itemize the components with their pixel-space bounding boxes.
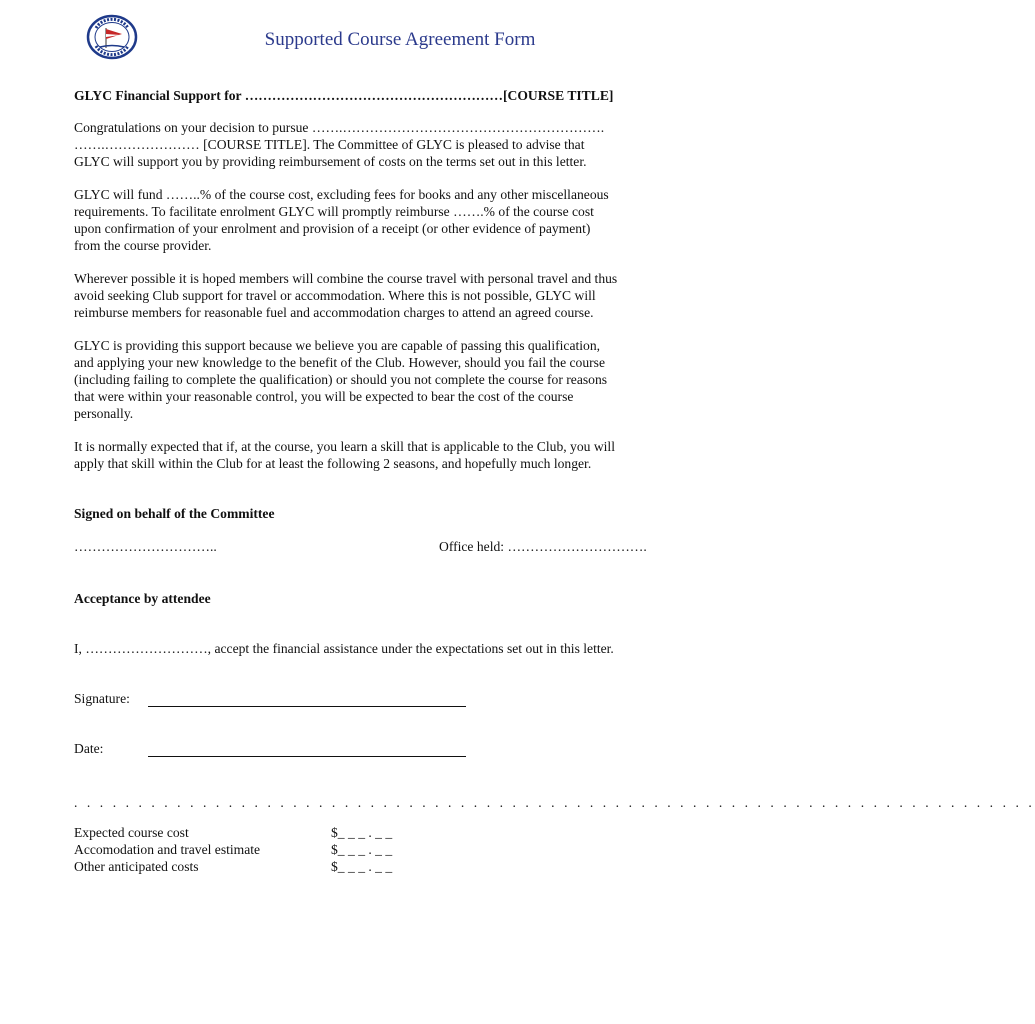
- paragraph-line: requirements. To facilitate enrolment GLYC will promptly reimburse …….% of the course cost: [74, 204, 594, 219]
- paragraph-line: personally.: [74, 406, 134, 421]
- committee-signature-field[interactable]: …………………………..: [74, 539, 217, 554]
- travel-paragraph: [74, 270, 699, 321]
- paragraph-line: GLYC is providing this support because we believe you are capable of passing this qualification,: [74, 338, 601, 353]
- skill-application-paragraph: [74, 438, 699, 472]
- date-field[interactable]: [148, 756, 466, 757]
- paragraph-line: reimburse members for reasonable fuel and accommodation charges to attend an agreed course.: [74, 305, 594, 320]
- accommodation-travel-label: Accomodation and travel estimate: [74, 842, 261, 857]
- dotted-separator: . . . . . . . . . . . . . . . . . . . . . . . . . . . . . . . . . . . . . . . . . . . . . . . . . . . . . . . . . . . . . . . . . . . . . . . . . . .: [74, 795, 1035, 810]
- accommodation-travel-field[interactable]: $_ _ _ . _ _: [331, 842, 393, 857]
- paragraph-line: Wherever possible it is hoped members will combine the course travel with personal travel and thus: [74, 271, 618, 286]
- congratulations-paragraph: [74, 119, 699, 170]
- acceptance-heading: Acceptance by attendee: [74, 591, 211, 606]
- expectations-paragraph: [74, 337, 699, 422]
- paragraph-line: avoid seeking Club support for travel or accommodation. Where this is not possible, GLYC will: [74, 288, 596, 303]
- date-label: Date:: [74, 741, 104, 756]
- expected-course-cost-field[interactable]: $_ _ _ . _ _: [331, 825, 393, 840]
- acceptance-statement: I, ………………………, accept the financial assistance under the expectations set out in this letter.: [74, 641, 614, 656]
- signature-label: Signature:: [74, 691, 130, 706]
- financial-support-heading: GLYC Financial Support for …………………………………………………[COURSE TITLE]: [74, 88, 614, 103]
- paragraph-line: Congratulations on your decision to pursue …….………………………………………………….: [74, 120, 605, 135]
- funding-paragraph: [74, 186, 699, 254]
- signature-field[interactable]: [148, 706, 466, 707]
- expected-course-cost-label: Expected course cost: [74, 825, 189, 840]
- paragraph-line: GLYC will support you by providing reimbursement of costs on the terms set out in this letter.: [74, 154, 587, 169]
- form-title: Supported Course Agreement Form: [264, 29, 536, 50]
- committee-heading: Signed on behalf of the Committee: [74, 506, 275, 521]
- paragraph-line: from the course provider.: [74, 238, 212, 253]
- paragraph-line: It is normally expected that if, at the course, you learn a skill that is applicable to the Club, you will: [74, 439, 615, 454]
- paragraph-line: GLYC will fund ……..% of the course cost, excluding fees for books and any other miscellaneous: [74, 187, 609, 202]
- office-held-field[interactable]: Office held: ………………………….: [439, 539, 647, 554]
- other-costs-field[interactable]: $_ _ _ . _ _: [331, 859, 393, 874]
- paragraph-line: and applying your new knowledge to the benefit of the Club. However, should you fail the course: [74, 355, 605, 370]
- other-costs-label: Other anticipated costs: [74, 859, 199, 874]
- paragraph-line: upon confirmation of your enrolment and provision of a receipt (or other evidence of payment): [74, 221, 591, 236]
- paragraph-line: that were within your reasonable control, you will be expected to bear the cost of the course: [74, 389, 574, 404]
- paragraph-line: apply that skill within the Club for at least the following 2 seasons, and hopefully much longer.: [74, 456, 592, 471]
- paragraph-line: …….………………… [COURSE TITLE]. The Committee of GLYC is pleased to advise that: [74, 137, 585, 152]
- paragraph-line: (including failing to complete the qualification) or should you not complete the course for reasons: [74, 372, 608, 387]
